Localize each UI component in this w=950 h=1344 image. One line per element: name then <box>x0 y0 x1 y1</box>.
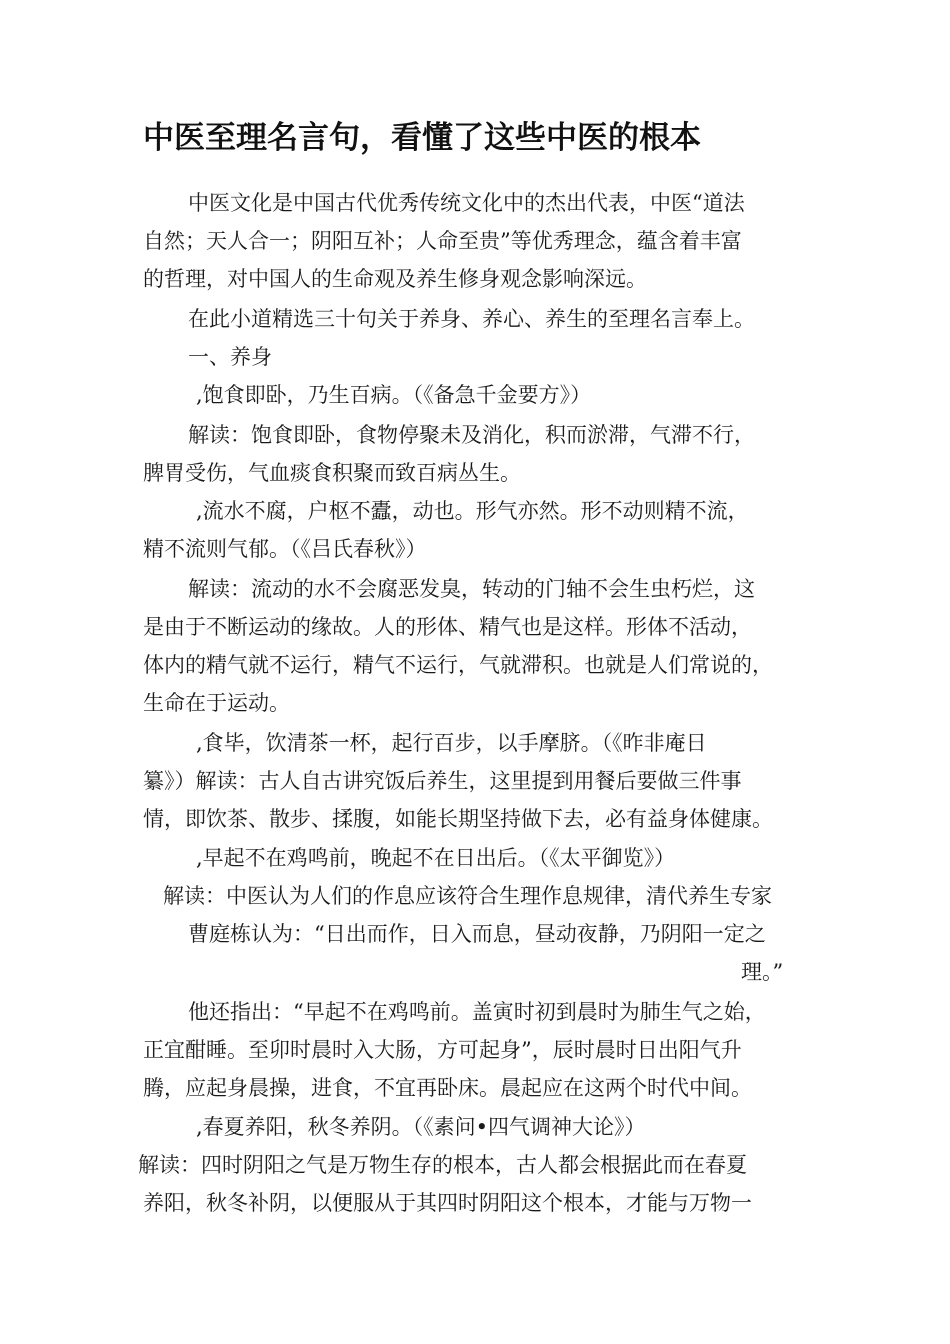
paragraph-line: 他还指出：“早起不在鸡鸣前。盖寅时初到晨时为肺生气之始， <box>188 1000 766 1024</box>
paragraph-line: 纂》）解读：古人自古讲究饭后养生，这里提到用餐后要做三件事 <box>143 769 742 793</box>
paragraph-line: 自然；天人合一；阴阳互补；人命至贵”等优秀理念，蕴含着丰富 <box>143 229 742 253</box>
paragraph-line: 生命在于运动。 <box>143 691 290 715</box>
quote-line: 精不流则气郁。（《吕氏春秋》） <box>143 537 427 561</box>
document-title: 中医至理名言句，看懂了这些中医的根本 <box>143 120 701 156</box>
paragraph-line: 情，即饮茶、散步、揉腹，如能长期坚持做下去，必有益身体健康。 <box>143 807 773 831</box>
quote-line: ,早起不在鸡鸣前，晚起不在日出后。（《太平御览》） <box>196 846 676 870</box>
paragraph-line: 解读：饱食即卧，食物停聚未及消化，积而淤滞，气滞不行， <box>188 423 755 447</box>
paragraph-line: 在此小道精选三十句关于养身、养心、养生的至理名言奉上。 <box>188 307 755 331</box>
quote-line: ,饱食即卧，乃生百病。（《备急千金要方》） <box>196 383 592 407</box>
paragraph-line: 理。” <box>741 960 784 984</box>
paragraph-line: 中医文化是中国古代优秀传统文化中的杰出代表，中医“道法 <box>188 191 745 215</box>
paragraph-line: 是由于不断运动的缘故。人的形体、精气也是这样。形体不活动， <box>143 615 752 639</box>
paragraph-line: 曹庭栋认为：“日出而作，日入而息，昼动夜静，乃阴阳一定之 <box>188 922 766 946</box>
paragraph-line: 的哲理，对中国人的生命观及养生修身观念影响深远。 <box>143 267 647 291</box>
paragraph-line: 解读：流动的水不会腐恶发臭，转动的门轴不会生虫朽烂，这 <box>188 577 755 601</box>
paragraph-line: 腾，应起身晨操，进食，不宜再卧床。晨起应在这两个时代中间。 <box>143 1076 752 1100</box>
paragraph-line: 解读：四时阴阳之气是万物生存的根本，古人都会根据此而在春夏 <box>138 1153 747 1177</box>
paragraph-line: 体内的精气就不运行，精气不运行，气就滞积。也就是人们常说的， <box>143 653 773 677</box>
paragraph-line: 正宜酣睡。至卯时晨时入大肠，方可起身”，辰时晨时日出阳气升 <box>143 1038 742 1062</box>
paragraph-line: 养阳，秋冬补阴，以便服从于其四时阴阳这个根本，才能与万物一 <box>143 1191 752 1215</box>
quote-line: ,流水不腐，户枢不蠹，动也。形气亦然。形不动则精不流， <box>196 499 749 523</box>
quote-line: ,春夏养阳，秋冬养阴。（《素问•四气调神大论》） <box>196 1115 646 1139</box>
paragraph-line: 解读：中医认为人们的作息应该符合生理作息规律，清代养生专家 <box>163 884 772 908</box>
quote-line: ,食毕，饮清茶一杯，起行百步，以手摩脐。（《昨非庵日 <box>196 731 707 755</box>
section-heading: 一、养身 <box>188 345 272 369</box>
paragraph-line: 脾胃受伤，气血痰食积聚而致百病丛生。 <box>143 461 521 485</box>
